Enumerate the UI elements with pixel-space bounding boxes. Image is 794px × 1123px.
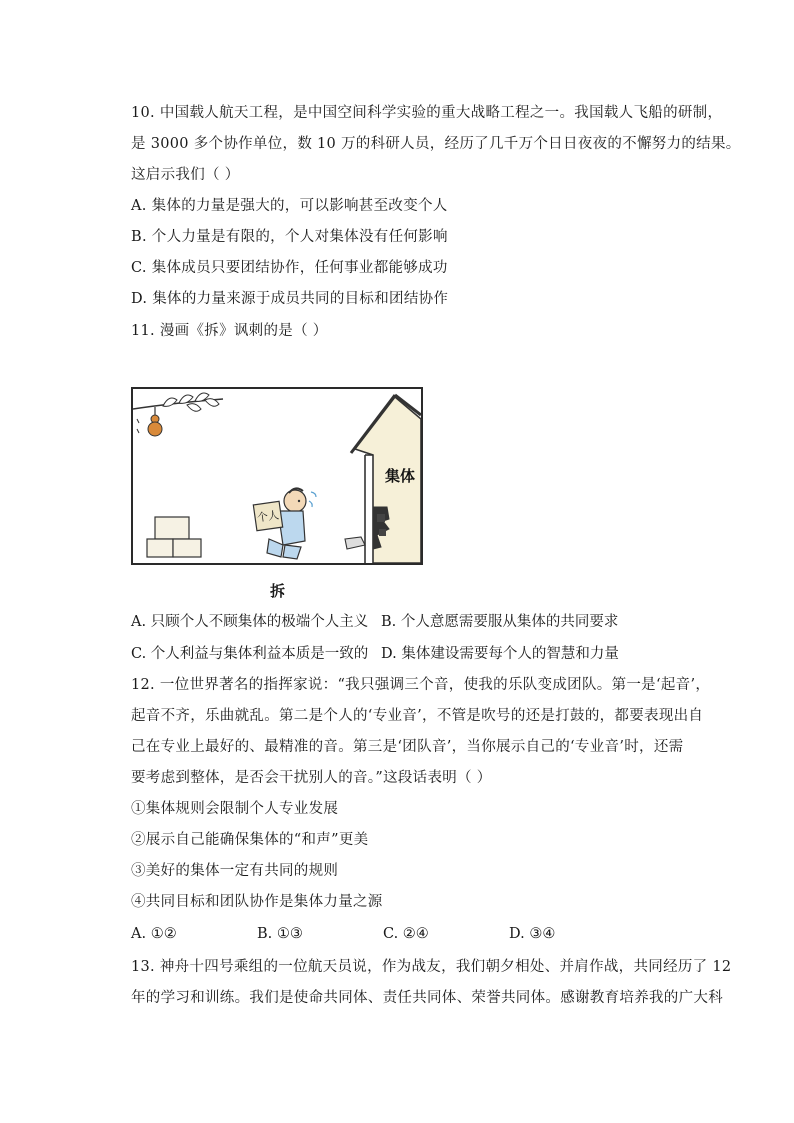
cartoon-box-label: 个人 <box>256 508 280 525</box>
q12-statement-3: ③美好的集体一定有共同的规则 <box>131 863 339 879</box>
q11-stem: 11. 漫画《拆》讽刺的是（ ） <box>131 323 328 339</box>
q10-option-d: D. 集体的力量来源于成员共同的目标和团结协作 <box>131 291 449 307</box>
q11-option-c: C. 个人利益与集体利益本质是一致的 <box>131 646 369 662</box>
q10-option-b: B. 个人力量是有限的，个人对集体没有任何影响 <box>131 229 448 245</box>
cartoon-chai <box>131 387 423 565</box>
cartoon-caption: 拆 <box>270 582 286 600</box>
cartoon-building-label: 集体 <box>384 467 416 485</box>
q11-option-b: B. 个人意愿需要服从集体的共同要求 <box>381 614 619 630</box>
q10-option-a: A. 集体的力量是强大的，可以影响甚至改变个人 <box>131 198 448 214</box>
q10-stem-line-3: 这启示我们（ ） <box>131 167 240 183</box>
q12-option-a: A. ①② <box>131 926 177 942</box>
q12-statement-1: ①集体规则会限制个人专业发展 <box>131 801 339 817</box>
q12-stem-line-3: 己在专业上最好的、最精准的音。第三是‘团队音’，当你展示自己的‘专业音’时，还需 <box>131 739 684 755</box>
q12-stem-line-2: 起音不齐，乐曲就乱。第二是个人的‘专业音’，不管是吹号的还是打鼓的，都要表现出自 <box>131 708 704 724</box>
q12-option-b: B. ①③ <box>257 926 303 942</box>
q13-stem-line-1: 13. 神舟十四号乘组的一位航天员说，作为战友，我们朝夕相处、并肩作战，共同经历了 12 <box>131 959 732 975</box>
q12-statement-4: ④共同目标和团队协作是集体力量之源 <box>131 894 383 910</box>
q12-stem-line-1: 12. 一位世界著名的指挥家说：“我只强调三个音，使我的乐队变成团队。第一是‘起音’， <box>131 677 711 693</box>
q11-option-d: D. 集体建设需要每个人的智慧和力量 <box>381 646 619 662</box>
q12-option-c: C. ②④ <box>383 926 429 942</box>
q11-option-a: A. 只顾个人不顾集体的极端个人主义 <box>131 614 369 630</box>
q12-stem-line-4: 要考虑到整体，是否会干扰别人的音。”这段话表明（ ） <box>131 770 492 786</box>
q10-stem-line-2: 是 3000 多个协作单位，数 10 万的科研人员，经历了几千万个日日夜夜的不懈努力的结果。 <box>131 136 741 152</box>
q12-statement-2: ②展示自己能确保集体的“和声”更美 <box>131 832 369 848</box>
cartoon-illustration <box>133 389 421 563</box>
q10-stem-line-1: 10. 中国载人航天工程，是中国空间科学实验的重大战略工程之一。我国载人飞船的研制， <box>131 105 723 121</box>
q10-option-c: C. 集体成员只要团结协作，任何事业都能够成功 <box>131 260 448 276</box>
q12-option-d: D. ③④ <box>509 926 556 942</box>
q13-stem-line-2: 年的学习和训练。我们是使命共同体、责任共同体、荣誉共同体。感谢教育培养我的广大科 <box>131 990 723 1006</box>
